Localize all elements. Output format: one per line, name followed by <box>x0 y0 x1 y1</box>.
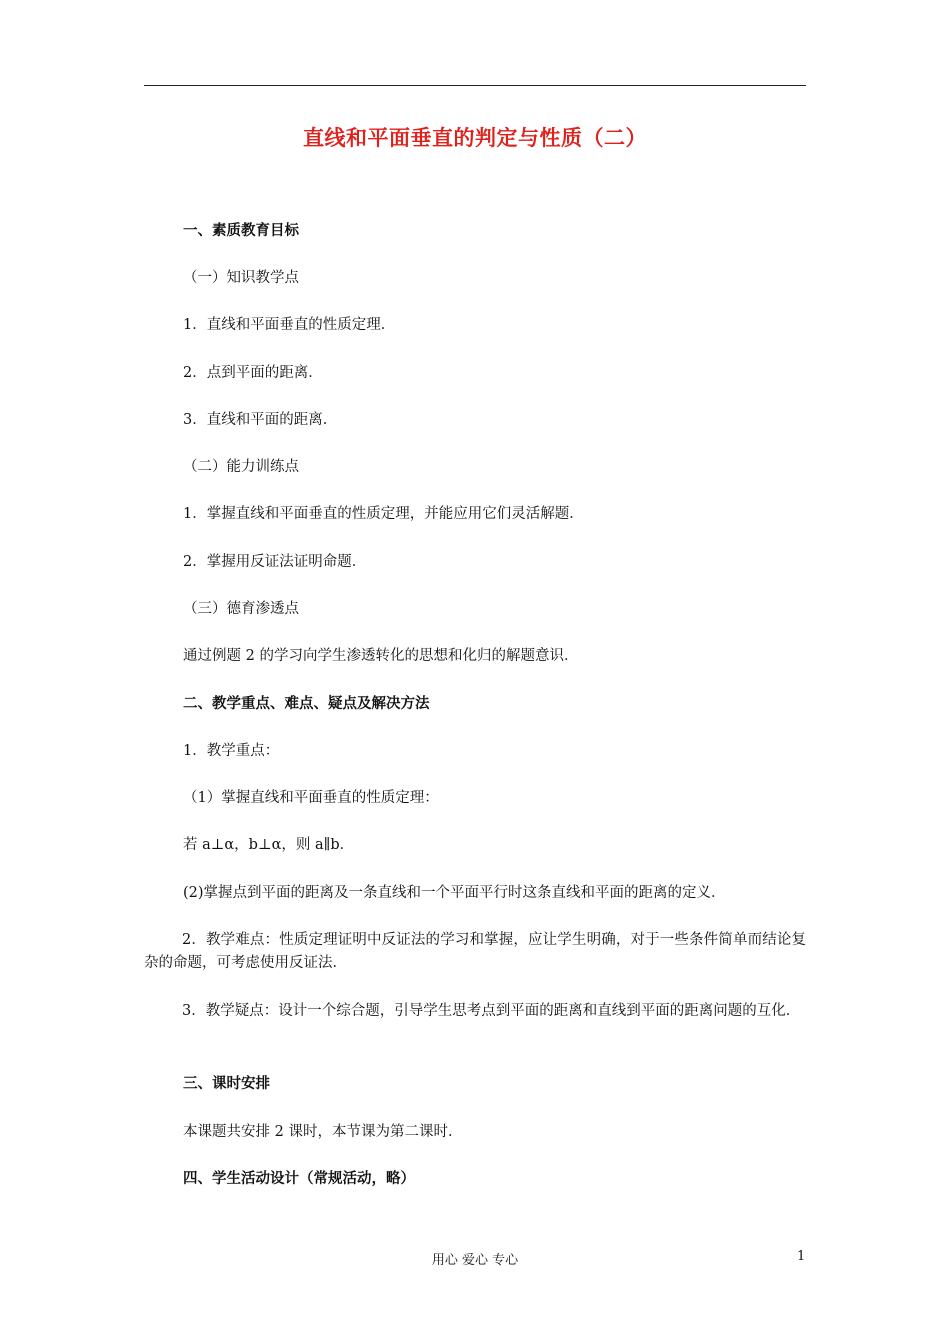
key-point-b: (2)掌握点到平面的距离及一条直线和一个平面平行时这条直线和平面的距离的定义． <box>183 885 726 901</box>
subsection-knowledge: （一）知识教学点 <box>183 270 299 286</box>
subsection-ability: （二）能力训练点 <box>183 459 299 475</box>
section-3-heading: 三、课时安排 <box>183 1076 270 1092</box>
header-rule <box>144 85 806 86</box>
knowledge-item-1: 1．直线和平面垂直的性质定理． <box>183 317 396 333</box>
footer-text: 用心 爱心 专心 <box>431 1253 519 1268</box>
section-4-heading: 四、学生活动设计（常规活动，略） <box>183 1171 415 1187</box>
document-title: 直线和平面垂直的判定与性质（二） <box>303 126 647 150</box>
difficulty-paragraph: 2．教学难点：性质定理证明中反证法的学习和掌握，应让学生明确，对于一些条件简单而结论复杂的命题，可考虑使用反证法． <box>144 932 806 971</box>
ability-item-1: 1．掌握直线和平面垂直的性质定理，并能应用它们灵活解题． <box>183 506 584 522</box>
doubt-paragraph: 3．教学疑点：设计一个综合题，引导学生思考点到平面的距离和直线到平面的距离问题的互化． <box>182 1003 801 1019</box>
ability-item-2: 2．掌握用反证法证明命题． <box>183 554 367 570</box>
section-2-heading: 二、教学重点、难点、疑点及解决方法 <box>183 696 430 712</box>
subsection-moral: （三）德育渗透点 <box>183 601 299 617</box>
knowledge-item-3: 3．直线和平面的距离． <box>183 412 338 428</box>
moral-text: 通过例题 2 的学习向学生渗透转化的思想和化归的解题意识． <box>183 648 579 664</box>
knowledge-item-2: 2．点到平面的距离． <box>183 365 323 381</box>
theorem-formula: 若 a⊥α，b⊥α，则 a∥b． <box>183 837 355 853</box>
page-number: 1 <box>797 1249 806 1264</box>
key-point-a: （1）掌握直线和平面垂直的性质定理： <box>183 790 439 806</box>
section-1-heading: 一、素质教育目标 <box>183 223 299 239</box>
key-point-label: 1．教学重点： <box>183 743 280 759</box>
schedule-text: 本课题共安排 2 课时，本节课为第二课时． <box>183 1124 463 1140</box>
